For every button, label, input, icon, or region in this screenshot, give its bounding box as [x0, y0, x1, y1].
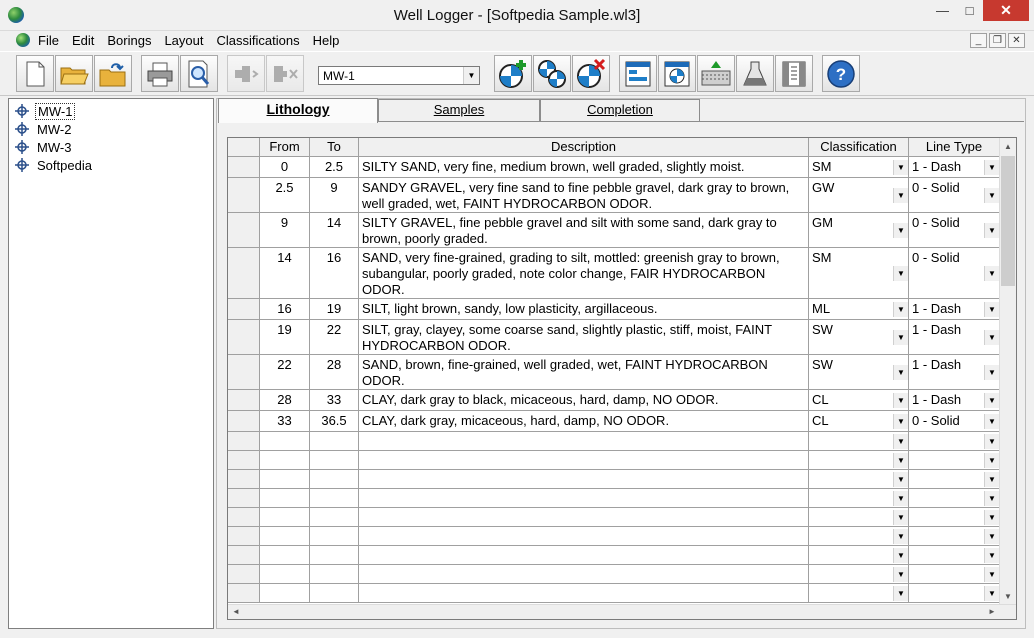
row-header[interactable] [228, 355, 260, 390]
chevron-down-icon[interactable]: ▼ [893, 491, 908, 506]
open-button[interactable] [55, 55, 93, 92]
tree-item-label: MW-1 [35, 103, 75, 120]
cell-line-type[interactable] [909, 248, 1000, 299]
chevron-down-icon[interactable]: ▼ [893, 160, 908, 175]
cell-to[interactable] [310, 546, 359, 565]
cell-classification[interactable] [809, 157, 909, 178]
cell-to-text: 19 [326, 301, 342, 316]
row-header[interactable] [228, 565, 260, 584]
cell-classification-text: CL [812, 413, 829, 428]
add-boring-button[interactable] [494, 55, 532, 92]
tree-item-label: Softpedia [37, 157, 92, 173]
cell-description[interactable] [359, 584, 809, 603]
cell-to-text: 9 [330, 180, 338, 195]
title-bar [0, 0, 1034, 31]
cell-description[interactable] [359, 213, 809, 248]
tab-label: Samples [433, 102, 485, 117]
water-level-icon [700, 59, 732, 89]
cell-line-type[interactable] [909, 584, 1000, 603]
cell-classification-text: SM [812, 159, 832, 174]
menu-layout[interactable]: Layout [164, 33, 204, 48]
chevron-down-icon[interactable]: ▼ [984, 266, 999, 281]
cell-classification[interactable] [809, 451, 909, 470]
cell-from[interactable] [260, 432, 310, 451]
cell-line-type[interactable] [909, 320, 1000, 355]
row-header[interactable] [228, 489, 260, 508]
cell-from[interactable] [260, 411, 310, 432]
chevron-down-icon[interactable]: ▼ [984, 365, 999, 380]
cell-from[interactable] [260, 565, 310, 584]
scroll-right-arrow[interactable]: ► [988, 607, 996, 616]
open-folder-icon [59, 61, 89, 87]
cell-description[interactable] [359, 390, 809, 411]
delete-boring-button[interactable] [572, 55, 610, 92]
tree-item-label: MW-2 [37, 121, 72, 137]
tab-lithology[interactable] [218, 98, 378, 123]
cell-classification[interactable] [809, 508, 909, 527]
lithology-grid[interactable] [227, 137, 1017, 620]
boring-tree[interactable] [8, 98, 214, 629]
cell-line-type[interactable] [909, 299, 1000, 320]
new-file-icon [23, 60, 47, 88]
document-globe-icon[interactable] [16, 33, 30, 47]
header-description[interactable]: Description [359, 138, 809, 157]
chevron-down-icon[interactable]: ▼ [893, 434, 908, 449]
cell-from-text: 19 [277, 322, 292, 337]
revert-folder-icon [98, 60, 128, 88]
copy-boring-button[interactable] [533, 55, 571, 92]
cell-from-text: 28 [277, 392, 292, 407]
scroll-left-arrow[interactable]: ◄ [232, 607, 240, 616]
cell-description[interactable] [359, 248, 809, 299]
chevron-down-icon[interactable]: ▼ [893, 266, 908, 281]
cell-line-type-text: 0 - Solid [912, 413, 960, 428]
tree-item-label: MW-3 [37, 139, 72, 155]
cell-to-text: 22 [326, 322, 342, 337]
delete-plug-icon [270, 61, 300, 87]
cell-line-type[interactable] [909, 470, 1000, 489]
add-boring-icon [497, 58, 529, 90]
row-header[interactable] [228, 390, 260, 411]
row-header[interactable] [228, 546, 260, 565]
cell-to[interactable] [310, 470, 359, 489]
cell-to[interactable] [310, 355, 359, 390]
well-crosshair-icon [15, 158, 29, 172]
menu-borings[interactable]: Borings [107, 33, 152, 48]
tab-label: Lithology [266, 101, 330, 117]
well-crosshair-icon [15, 104, 29, 118]
print-preview-button[interactable] [180, 55, 218, 92]
cell-to[interactable] [310, 584, 359, 603]
cell-description-text: SAND, brown, fine-grained, well graded, wet, FAINT HYDROCARBON ODOR. [362, 357, 768, 388]
cell-classification[interactable] [809, 432, 909, 451]
cell-classification[interactable] [809, 390, 909, 411]
cell-line-type[interactable] [909, 157, 1000, 178]
cell-description[interactable] [359, 451, 809, 470]
layout-button[interactable] [619, 55, 657, 92]
chevron-down-icon[interactable]: ▼ [984, 453, 999, 468]
layout-icon [623, 59, 653, 89]
cell-from[interactable] [260, 320, 310, 355]
cell-from-text: 2.5 [275, 180, 294, 195]
tree-item-mw-1[interactable] [15, 102, 75, 120]
cell-classification[interactable] [809, 565, 909, 584]
cell-description-text: CLAY, dark gray to black, micaceous, hard, damp, NO ODOR. [362, 392, 719, 407]
row-header[interactable] [228, 508, 260, 527]
tab-completion[interactable] [540, 99, 700, 121]
row-header[interactable] [228, 451, 260, 470]
new-button[interactable] [16, 55, 54, 92]
cell-line-type[interactable] [909, 213, 1000, 248]
close-button[interactable]: ✕ [983, 0, 1029, 21]
cell-line-type-text: 0 - Solid [912, 215, 960, 230]
cell-classification-text: GM [812, 215, 833, 230]
chevron-down-icon[interactable]: ▼ [984, 223, 999, 238]
row-header[interactable] [228, 470, 260, 489]
log-view-icon [662, 59, 692, 89]
cell-classification[interactable] [809, 355, 909, 390]
chevron-down-icon[interactable]: ▼ [893, 472, 908, 487]
delete-row-button[interactable] [266, 55, 304, 92]
cell-to[interactable] [310, 508, 359, 527]
cell-classification[interactable] [809, 178, 909, 213]
cell-description[interactable] [359, 355, 809, 390]
chevron-down-icon[interactable]: ▼ [463, 67, 479, 84]
cell-description[interactable] [359, 432, 809, 451]
cell-description[interactable] [359, 527, 809, 546]
cell-classification[interactable] [809, 213, 909, 248]
delete-boring-icon [575, 58, 607, 90]
help-icon [826, 59, 856, 89]
cell-line-type[interactable] [909, 508, 1000, 527]
chevron-down-icon[interactable]: ▼ [893, 188, 908, 203]
cell-description[interactable] [359, 157, 809, 178]
cell-from[interactable] [260, 508, 310, 527]
cell-description-text: SILTY SAND, very fine, medium brown, well graded, slightly moist. [362, 159, 745, 174]
cell-line-type-text: 0 - Solid [912, 250, 960, 265]
row-header[interactable] [228, 527, 260, 546]
row-header[interactable] [228, 213, 260, 248]
chevron-down-icon[interactable]: ▼ [984, 330, 999, 345]
cell-classification[interactable] [809, 470, 909, 489]
scroll-down-arrow[interactable]: ▼ [1004, 592, 1012, 601]
lab-flask-button[interactable] [736, 55, 774, 92]
cell-from[interactable] [260, 248, 310, 299]
copy-boring-icon [536, 58, 568, 90]
cell-line-type-text: 0 - Solid [912, 180, 960, 195]
cell-line-type[interactable] [909, 178, 1000, 213]
help-button[interactable] [822, 55, 860, 92]
cell-from[interactable] [260, 390, 310, 411]
chevron-down-icon[interactable]: ▼ [984, 472, 999, 487]
cell-description-text: CLAY, dark gray, micaceous, hard, damp, NO ODOR. [362, 413, 670, 428]
cell-classification-text: SM [812, 250, 832, 265]
cell-line-type[interactable] [909, 390, 1000, 411]
svg-text:?: ? [835, 64, 847, 84]
cell-to-text: 33 [326, 392, 342, 407]
cell-from[interactable] [260, 489, 310, 508]
chevron-down-icon[interactable]: ▼ [984, 586, 999, 601]
cell-from[interactable] [260, 470, 310, 489]
chevron-down-icon[interactable]: ▼ [984, 567, 999, 582]
cell-line-type[interactable] [909, 489, 1000, 508]
cell-line-type-text: 1 - Dash [912, 301, 962, 316]
cell-from[interactable] [260, 355, 310, 390]
cell-from[interactable] [260, 546, 310, 565]
cell-description-text: SANDY GRAVEL, very fine sand to fine pebble gravel, dark gray to brown, well graded, wet, FAINT HYDROCARBON ODOR. [362, 180, 790, 211]
cell-description-text: SILT, gray, clayey, some coarse sand, slightly plastic, stiff, moist, FAINT HYDROCARBON ODOR. [362, 322, 772, 353]
menu-edit[interactable]: Edit [71, 33, 95, 48]
horizontal-scrollbar[interactable] [228, 604, 1016, 619]
cell-to[interactable] [310, 320, 359, 355]
cell-description[interactable] [359, 178, 809, 213]
cell-to[interactable] [310, 178, 359, 213]
chevron-down-icon[interactable]: ▼ [893, 365, 908, 380]
chevron-down-icon[interactable]: ▼ [984, 393, 999, 408]
chevron-down-icon[interactable]: ▼ [893, 586, 908, 601]
cell-classification-text: ML [812, 301, 831, 316]
cell-from-text: 9 [280, 215, 289, 230]
cell-line-type-text: 1 - Dash [912, 159, 962, 174]
cell-classification[interactable] [809, 411, 909, 432]
cell-description[interactable] [359, 508, 809, 527]
chevron-down-icon[interactable]: ▼ [893, 510, 908, 525]
chevron-down-icon[interactable]: ▼ [984, 302, 999, 317]
chevron-down-icon[interactable]: ▼ [984, 548, 999, 563]
cell-classification[interactable] [809, 546, 909, 565]
cell-to[interactable] [310, 432, 359, 451]
tree-item-mw-3[interactable] [15, 138, 73, 156]
cell-to[interactable] [310, 299, 359, 320]
cell-line-type-text: 1 - Dash [912, 392, 962, 407]
row-header[interactable] [228, 584, 260, 603]
row-header[interactable] [228, 299, 260, 320]
cell-to[interactable] [310, 451, 359, 470]
well-crosshair-icon [15, 140, 29, 154]
header-classification[interactable]: Classification [809, 138, 909, 157]
cell-to[interactable] [310, 411, 359, 432]
header-line-type[interactable]: Line Type [909, 138, 1000, 157]
cell-from-text: 16 [277, 301, 292, 316]
cell-to[interactable] [310, 565, 359, 584]
mdi-close-button[interactable]: ✕ [1008, 33, 1025, 48]
row-header[interactable] [228, 432, 260, 451]
log-view-button[interactable] [658, 55, 696, 92]
cell-from-text: 14 [277, 250, 292, 265]
header-from[interactable]: From [260, 138, 310, 157]
chevron-down-icon[interactable]: ▼ [893, 330, 908, 345]
chevron-down-icon[interactable]: ▼ [984, 414, 999, 429]
print-button[interactable] [141, 55, 179, 92]
tab-samples[interactable] [378, 99, 540, 121]
mdi-minimize-button[interactable]: _ [970, 33, 987, 48]
lab-flask-icon [740, 59, 770, 89]
chevron-down-icon[interactable]: ▼ [893, 548, 908, 563]
grid-corner[interactable] [228, 138, 260, 157]
chevron-down-icon[interactable]: ▼ [893, 302, 908, 317]
cell-from[interactable] [260, 178, 310, 213]
chevron-down-icon[interactable]: ▼ [893, 414, 908, 429]
minimize-button[interactable]: — [936, 3, 949, 18]
cell-from-text: 33 [277, 413, 292, 428]
cell-classification[interactable] [809, 320, 909, 355]
chevron-down-icon[interactable]: ▼ [984, 434, 999, 449]
scroll-up-arrow[interactable]: ▲ [1004, 142, 1012, 151]
cell-line-type[interactable] [909, 355, 1000, 390]
print-preview-icon [185, 59, 213, 89]
cell-to-text: 2.5 [324, 159, 344, 174]
cell-line-type[interactable] [909, 411, 1000, 432]
row-header[interactable] [228, 320, 260, 355]
cell-line-type[interactable] [909, 565, 1000, 584]
cell-description[interactable] [359, 489, 809, 508]
cell-classification-text: CL [812, 392, 829, 407]
vertical-scroll-thumb[interactable] [1001, 156, 1015, 286]
chevron-down-icon[interactable]: ▼ [893, 223, 908, 238]
cell-to-text: 14 [326, 215, 342, 230]
cell-from-text: 22 [277, 357, 292, 372]
cell-from[interactable] [260, 584, 310, 603]
cell-line-type[interactable] [909, 546, 1000, 565]
cell-to-text: 16 [326, 250, 342, 265]
menu-file[interactable]: File [38, 33, 59, 48]
cell-line-type-text: 1 - Dash [912, 357, 962, 372]
cell-description[interactable] [359, 320, 809, 355]
tab-label: Completion [587, 102, 653, 117]
print-icon [145, 60, 175, 88]
cell-classification-text: SW [812, 357, 833, 372]
menu-classifications[interactable]: Classifications [216, 33, 300, 48]
cell-from[interactable] [260, 451, 310, 470]
cell-description[interactable] [359, 470, 809, 489]
chevron-down-icon[interactable]: ▼ [984, 160, 999, 175]
cell-description-text: SILT, light brown, sandy, low plasticity, argillaceous. [362, 301, 658, 316]
water-level-button[interactable] [697, 55, 735, 92]
cell-from[interactable] [260, 527, 310, 546]
cell-description[interactable] [359, 565, 809, 584]
cell-classification[interactable] [809, 584, 909, 603]
cell-classification-text: GW [812, 180, 835, 195]
cell-line-type[interactable] [909, 451, 1000, 470]
cell-classification-text: SW [812, 322, 833, 337]
cell-classification[interactable] [809, 248, 909, 299]
cell-description-text: SAND, very fine-grained, grading to silt, mottled: greenish gray to brown, subangular, poorly graded, note color change, FAIR HYDROCARBON ODOR. [362, 250, 780, 297]
tree-item-mw-2[interactable] [15, 120, 73, 138]
boring-select[interactable] [318, 66, 480, 85]
cell-to[interactable] [310, 489, 359, 508]
menu-bar [0, 31, 1034, 51]
chevron-down-icon[interactable]: ▼ [984, 529, 999, 544]
chevron-down-icon[interactable]: ▼ [984, 510, 999, 525]
chevron-down-icon[interactable]: ▼ [893, 393, 908, 408]
row-header[interactable] [228, 411, 260, 432]
boring-select-value: MW-1 [323, 69, 355, 83]
cut-plug-icon [231, 61, 261, 87]
chevron-down-icon[interactable]: ▼ [893, 529, 908, 544]
cell-line-type[interactable] [909, 432, 1000, 451]
insert-row-button[interactable] [227, 55, 265, 92]
tree-item-softpedia[interactable] [15, 156, 94, 174]
cell-from[interactable] [260, 299, 310, 320]
cell-classification[interactable] [809, 299, 909, 320]
well-completion-button[interactable] [775, 55, 813, 92]
header-to[interactable]: To [310, 138, 359, 157]
cell-to[interactable] [310, 248, 359, 299]
cell-description[interactable] [359, 411, 809, 432]
row-header[interactable] [228, 178, 260, 213]
cell-description-text: SILTY GRAVEL, fine pebble gravel and silt with some sand, dark gray to brown, poorly graded. [362, 215, 777, 246]
cell-to[interactable] [310, 390, 359, 411]
row-header[interactable] [228, 157, 260, 178]
mdi-restore-button[interactable]: ❐ [989, 33, 1006, 48]
well-completion-icon [779, 59, 809, 89]
cell-to[interactable] [310, 527, 359, 546]
window-title: Well Logger - [Softpedia Sample.wl3] [393, 7, 641, 24]
cell-from[interactable] [260, 213, 310, 248]
maximize-button[interactable]: □ [965, 3, 974, 18]
well-crosshair-icon [15, 122, 29, 136]
cell-from[interactable] [260, 157, 310, 178]
cell-line-type[interactable] [909, 527, 1000, 546]
cell-to-text: 28 [326, 357, 342, 372]
chevron-down-icon[interactable]: ▼ [984, 188, 999, 203]
menu-help[interactable]: Help [312, 33, 340, 48]
chevron-down-icon[interactable]: ▼ [893, 453, 908, 468]
row-header[interactable] [228, 248, 260, 299]
cell-classification[interactable] [809, 527, 909, 546]
cell-to[interactable] [310, 213, 359, 248]
cell-to[interactable] [310, 157, 359, 178]
cell-description[interactable] [359, 546, 809, 565]
revert-button[interactable] [94, 55, 132, 92]
cell-classification[interactable] [809, 489, 909, 508]
cell-from-text: 0 [280, 159, 289, 174]
cell-to-text: 36.5 [321, 413, 347, 428]
chevron-down-icon[interactable]: ▼ [893, 567, 908, 582]
cell-description[interactable] [359, 299, 809, 320]
cell-line-type-text: 1 - Dash [912, 322, 962, 337]
chevron-down-icon[interactable]: ▼ [984, 491, 999, 506]
